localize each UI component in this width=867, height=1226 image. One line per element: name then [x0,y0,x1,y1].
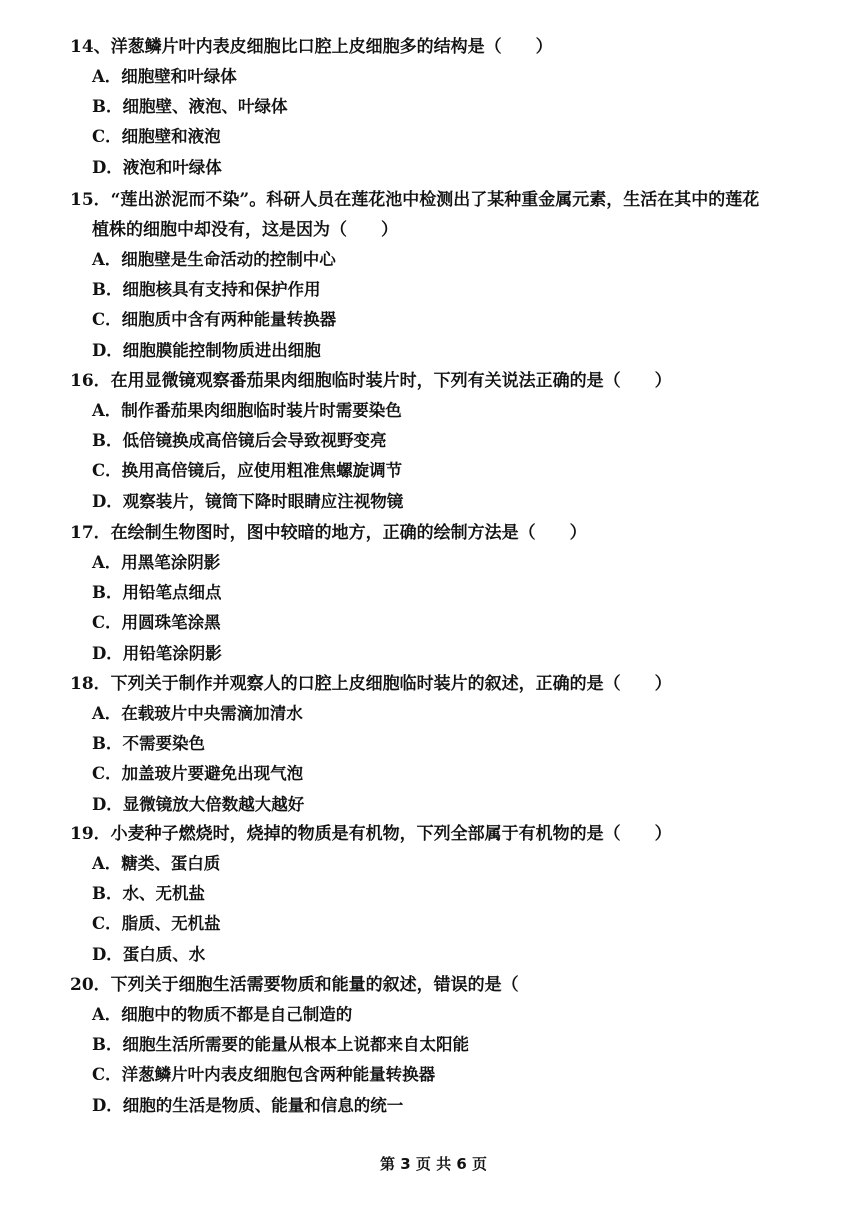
question-15 [70,185,830,366]
option-c: C．细胞质中含有两种能量转换器 [92,310,337,330]
option-c: C．用圆珠笔涂黑 [92,613,221,633]
question-18 [70,669,830,820]
page-number-footer: 第 3 页 共 6 页 [380,1155,487,1173]
question-stem: 20．下列关于细胞生活需要物质和能量的叙述，错误的是（ [70,975,519,995]
option-a: A．细胞壁是生命活动的控制中心 [92,250,336,269]
option-b: B．低倍镜换成高倍镜后会导致视野变亮 [92,431,387,451]
option-d: D．用铅笔涂阴影 [92,643,222,663]
option-b: B．水、无机盐 [92,884,205,904]
question-19 [70,819,830,970]
option-c: C．脂质、无机盐 [92,914,221,934]
question-stem: 19．小麦种子燃烧时，烧掉的物质是有机物，下列全部属于有机物的是（ ） [70,824,672,844]
question-stem: 17．在绘制生物图时，图中较暗的地方，正确的绘制方法是（ ） [70,523,587,543]
question-stem: 16．在用显微镜观察番茄果肉细胞临时装片时，下列有关说法正确的是（ ） [70,371,672,391]
option-c: C．洋葱鳞片叶内表皮细胞包含两种能量转换器 [92,1065,436,1085]
option-d: D．观察装片，镜筒下降时眼睛应注视物镜 [92,491,404,511]
question-14 [70,32,830,183]
option-b: B．细胞核具有支持和保护作用 [92,280,321,300]
question-stem: 14、洋葱鳞片叶内表皮细胞比口腔上皮细胞多的结构是（ ） [70,37,553,57]
option-a: A．细胞壁和叶绿体 [92,67,237,86]
option-a: A．用黑笔涂阴影 [92,553,221,572]
option-a: A．在载玻片中央需滴加清水 [92,704,303,723]
option-d: D．蛋白质、水 [92,944,206,964]
option-c: C．细胞壁和液泡 [92,127,221,147]
option-b: B．细胞生活所需要的能量从根本上说都来自太阳能 [92,1035,469,1055]
option-a: A．细胞中的物质不都是自己制造的 [92,1005,353,1024]
question-20 [70,970,830,1121]
option-c: C．加盖玻片要避免出现气泡 [92,764,304,784]
option-c: C．换用高倍镜后，应使用粗准焦螺旋调节 [92,461,403,481]
question-stem: 15．“莲出淤泥而不染”。科研人员在莲花池中检测出了某种重金属元素，生活在其中的莲花 [70,190,760,210]
option-b: B．不需要染色 [92,734,205,754]
question-stem-continued: 植株的细胞中却没有，这是因为（ ） [92,220,398,240]
question-16 [70,366,830,517]
option-d: D．显微镜放大倍数越大越好 [92,794,305,814]
question-17 [70,518,830,669]
question-stem: 18．下列关于制作并观察人的口腔上皮细胞临时装片的叙述，正确的是（ ） [70,674,672,694]
option-a: A．糖类、蛋白质 [92,854,221,873]
option-d: D．细胞膜能控制物质进出细胞 [92,340,321,360]
option-a: A．制作番茄果肉细胞临时装片时需要染色 [92,401,402,420]
option-b: B．用铅笔点细点 [92,583,222,603]
option-d: D．细胞的生活是物质、能量和信息的统一 [92,1095,404,1115]
option-b: B．细胞壁、液泡、叶绿体 [92,97,288,117]
option-d: D．液泡和叶绿体 [92,157,222,177]
